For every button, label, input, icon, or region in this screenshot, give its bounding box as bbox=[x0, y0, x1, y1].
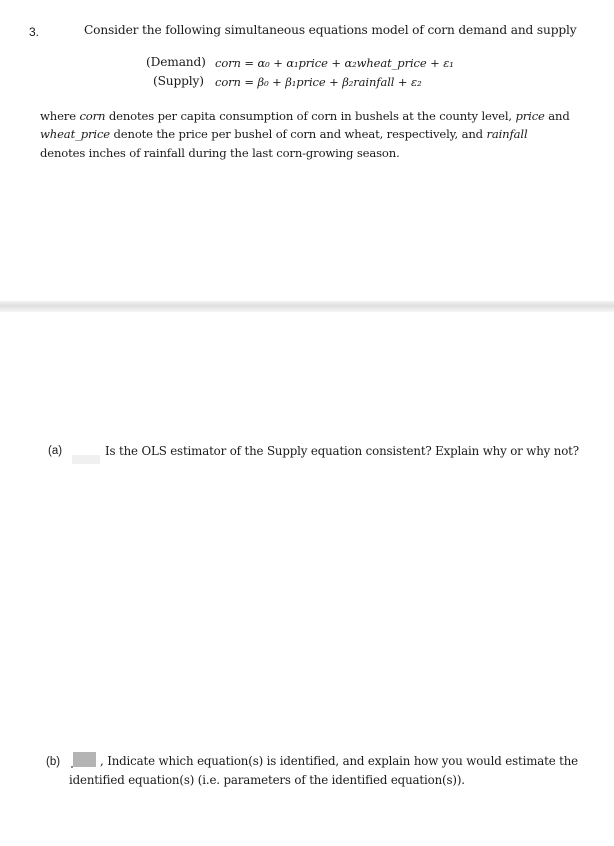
part-b-label: (b) bbox=[46, 756, 61, 768]
redaction-box bbox=[73, 752, 96, 767]
redaction-tick bbox=[71, 766, 73, 768]
variable-price: price bbox=[515, 109, 545, 123]
part-a-question: Is the OLS estimator of the Supply equation consistent? Explain why or why not? bbox=[105, 444, 579, 458]
part-a-label: (a) bbox=[48, 445, 63, 457]
demand-equation: corn = α₀ + α₁price + α₂wheat_price + ε₁ bbox=[215, 56, 454, 70]
description-text-4: denote the price per bushel of corn and wheat, respectively, and bbox=[110, 127, 487, 142]
question-number: 3. bbox=[29, 25, 40, 39]
part-b-question-line1: , Indicate which equation(s) is identified, and explain how you would estimate the bbox=[100, 754, 579, 768]
variable-wheat-price: wheat_price bbox=[40, 127, 110, 142]
description-text-1: where bbox=[40, 109, 80, 123]
variable-description bbox=[40, 107, 570, 162]
description-text-3: and bbox=[544, 109, 570, 123]
description-text-2: denotes per capita consumption of corn in bushels at the county level, bbox=[105, 109, 516, 123]
variable-corn: corn bbox=[79, 109, 106, 123]
supply-equation: corn = β₀ + β₁price + β₂rainfall + ε₂ bbox=[215, 75, 422, 89]
demand-equation-label: (Demand) bbox=[146, 55, 206, 69]
description-text-5: denotes inches of rainfall during the last corn-growing season. bbox=[40, 145, 400, 160]
supply-equation-label: (Supply) bbox=[153, 74, 204, 88]
variable-rainfall: rainfall bbox=[486, 127, 528, 142]
page-separator bbox=[0, 301, 614, 312]
question-intro: Consider the following simultaneous equations model of corn demand and supply bbox=[84, 23, 577, 37]
part-b-question-line2: identified equation(s) (i.e. parameters of the identified equation(s)). bbox=[69, 773, 465, 787]
redaction-mark bbox=[72, 455, 100, 464]
